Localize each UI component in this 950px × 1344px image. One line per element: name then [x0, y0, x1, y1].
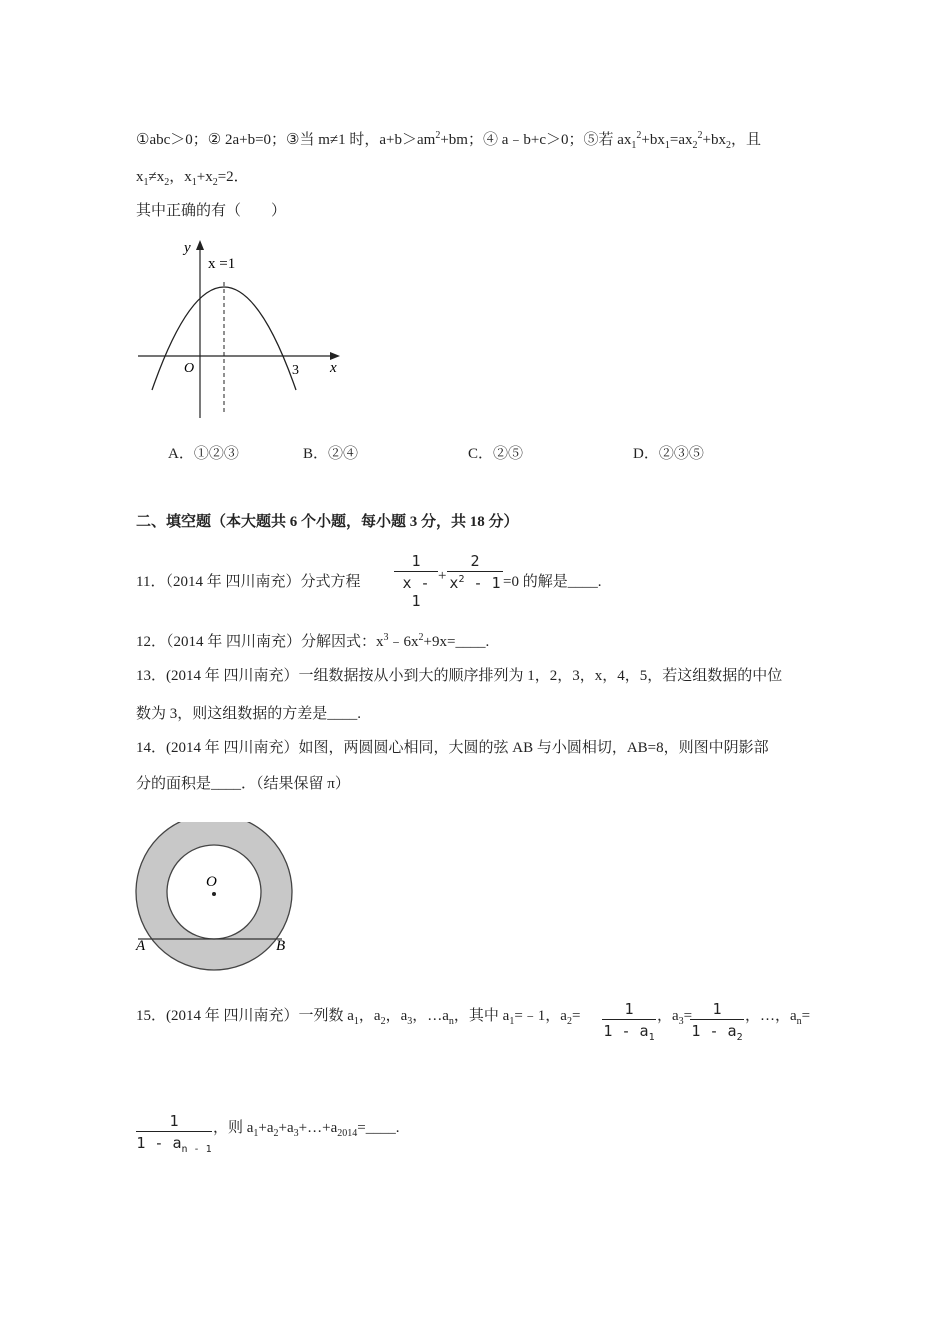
q11-suffix: =0 的解是____.	[503, 574, 602, 590]
x-axis-arrow	[330, 352, 340, 360]
y-axis-label: y	[184, 240, 191, 256]
q14-line1: 14．(2014 年 四川南充）如图，两圆圆心相同，大圆的弦 AB 与小圆相切，AB=8，则图中阴影部	[136, 740, 769, 756]
q15-line1-text: 15．(2014 年 四川南充）一列数 $a_1$，$a_2$，$a_3$，$\dots a_n$，其中 $a_1=﹣1$，$a_2=$	[136, 1008, 581, 1027]
center-label: O	[206, 874, 217, 890]
center-point	[212, 892, 216, 896]
q15-fraction-a2: $\frac{1}{1 - a_1}$	[603, 1000, 655, 1043]
q11-prefix: 11．（2014 年 四川南充）分式方程	[136, 574, 361, 590]
option-d: D．②③⑤	[633, 446, 704, 462]
option-b: B．②④	[303, 446, 359, 462]
q10-question: 其中正确的有（ ）	[136, 203, 287, 219]
q15-fraction-a3: $\frac{1}{1 - a_2}$	[691, 1000, 743, 1043]
q11-plus: +	[438, 568, 447, 584]
q10-statements-line2: $x_1\ne x_2$，$x_1+x_2=2$．	[136, 169, 249, 188]
q11-fraction-2: $\frac{2}{x^2 - 1}$	[447, 552, 503, 592]
q15-a3-label: ，$a_3=$	[657, 1008, 693, 1027]
q13-line1: 13．(2014 年 四川南充）一组数据按从小到大的顺序排列为 1，2，3，x，4，5，若这组数据的中位	[136, 668, 783, 684]
q15-line2-text: ，则 $a_1+a_2+a_3+\dots+a_{2014}=\_\_\_\_$.	[213, 1120, 400, 1139]
point-a-label: A	[136, 938, 146, 954]
q15-fraction-an: $\frac{1}{1 - a_{n - 1}}$	[136, 1112, 212, 1155]
q15-an-label: ，…，$a_n=$	[745, 1008, 811, 1027]
option-c: C．②⑤	[468, 446, 524, 462]
option-a: A．①②③	[168, 446, 239, 462]
q12: 12．（2014 年 四川南充）分解因式：$x^3﹣6x^2+9x=\_\_\_\_$.	[136, 632, 490, 650]
q10-statements-line1: ①abc＞0；② 2a+b=0；③当 m≠1 时，$a+b>am^2+bm$；④ a﹣b+c＞0；⑤若 $ax_1^2+bx_1=ax_2^2+bx_2$，且	[136, 130, 761, 151]
axis-of-symmetry-label: x =1	[208, 256, 236, 272]
q11-fraction-1: $\frac{1}{x - 1}$	[394, 552, 438, 610]
concentric-circles-figure	[130, 822, 300, 972]
point-b-label: B	[276, 938, 286, 954]
section-title: 二、填空题（本大题共 6 个小题，每小题 3 分，共 18 分）	[136, 514, 519, 530]
parabola-graph	[130, 232, 350, 422]
q14-line2: 分的面积是____．（结果保留 π）	[136, 776, 350, 792]
y-axis-arrow	[196, 240, 204, 250]
origin-label: O	[184, 361, 195, 376]
x-axis-label: x	[330, 360, 337, 376]
root-label: 3	[292, 363, 299, 378]
q13-line2: 数为 3，则这组数据的方差是____.	[136, 706, 362, 722]
